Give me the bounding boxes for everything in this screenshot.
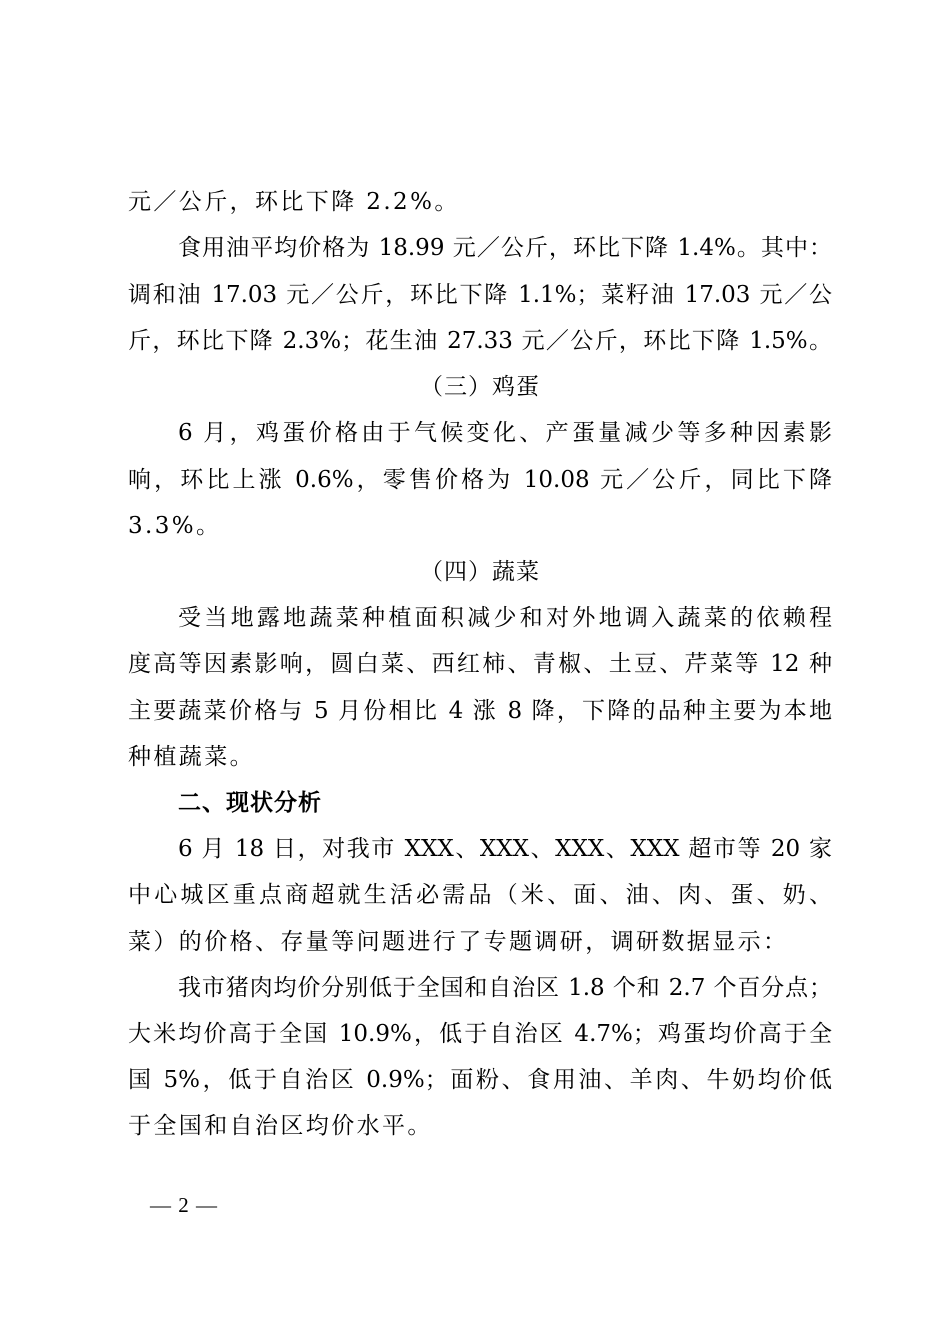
paragraph-line: 于全国和自治区均价水平。 bbox=[128, 1113, 433, 1139]
paragraph-line: 斤，环比下降 2.3%；花生油 27.33 元／公斤，环比下降 1.5%。 bbox=[128, 328, 832, 354]
paragraph-line: 度高等因素影响，圆白菜、西红柿、青椒、土豆、芹菜等 12 种 bbox=[128, 651, 832, 677]
paragraph-line: 元／公斤，环比下降 2.2%。 bbox=[128, 189, 460, 215]
paragraph-line: 国 5%，低于自治区 0.9%；面粉、食用油、羊肉、牛奶均价低 bbox=[128, 1067, 832, 1093]
paragraph-line: 受当地露地蔬菜种植面积减少和对外地调入蔬菜的依赖程 bbox=[178, 605, 832, 631]
paragraph-line: 种植蔬菜。 bbox=[128, 744, 255, 770]
paragraph-line: 6 月 18 日，对我市 XXX、XXX、XXX、XXX 超市等 20 家 bbox=[178, 836, 832, 862]
section-heading-vegetables: （四）蔬菜 bbox=[420, 559, 540, 585]
page-number: — 2 — bbox=[150, 1193, 218, 1217]
paragraph-line: 主要蔬菜价格与 5 月份相比 4 涨 8 降，下降的品种主要为本地 bbox=[128, 698, 832, 724]
paragraph-line: 调和油 17.03 元／公斤，环比下降 1.1%；菜籽油 17.03 元／公 bbox=[128, 282, 832, 308]
paragraph-line: 6 月，鸡蛋价格由于气候变化、产蛋量减少等多种因素影 bbox=[178, 420, 832, 446]
paragraph-line: 大米均价高于全国 10.9%，低于自治区 4.7%；鸡蛋均价高于全 bbox=[128, 1021, 832, 1047]
paragraph-line: 3.3%。 bbox=[128, 513, 222, 539]
paragraph-line: 中心城区重点商超就生活必需品（米、面、油、肉、蛋、奶、 bbox=[128, 882, 832, 908]
paragraph-line: 食用油平均价格为 18.99 元／公斤，环比下降 1.4%。其中： bbox=[178, 235, 832, 261]
paragraph-line: 响，环比上涨 0.6%，零售价格为 10.08 元／公斤，同比下降 bbox=[128, 467, 832, 493]
section-heading-eggs: （三）鸡蛋 bbox=[420, 374, 540, 400]
paragraph-line: 菜）的价格、存量等问题进行了专题调研，调研数据显示： bbox=[128, 929, 789, 955]
paragraph-line: 我市猪肉均价分别低于全国和自治区 1.8 个和 2.7 个百分点； bbox=[178, 975, 832, 1001]
section-heading-analysis: 二、现状分析 bbox=[178, 790, 322, 816]
